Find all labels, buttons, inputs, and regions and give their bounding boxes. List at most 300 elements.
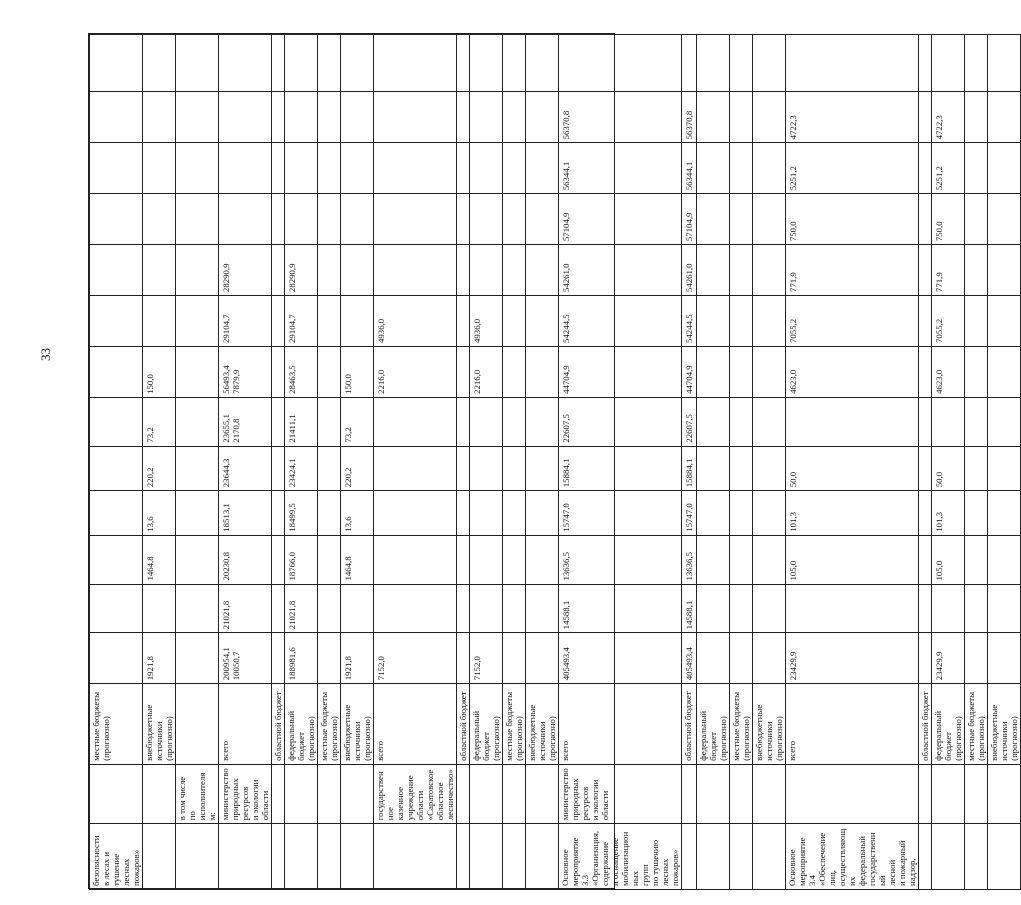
measure-cell — [919, 824, 932, 890]
measure-cell — [470, 824, 503, 890]
executor-cell — [932, 764, 965, 823]
value-cell: 220,2 — [143, 446, 176, 491]
value-cell — [932, 584, 965, 633]
value-cell — [318, 194, 341, 245]
value-cell — [374, 584, 457, 633]
value-cell — [143, 584, 176, 633]
value-cell — [730, 194, 753, 245]
value-cell — [526, 633, 559, 684]
value-cell: 2216,0 — [374, 346, 457, 397]
value-cell — [503, 535, 526, 584]
value-cell: 750,0 — [932, 194, 965, 245]
value-cell: 220,2 — [341, 446, 374, 491]
value-cell — [697, 296, 730, 347]
value-cell — [932, 35, 965, 92]
executor-cell: министерство природных ресурсов и экологии области — [219, 764, 272, 823]
value-cell — [753, 92, 786, 143]
value-cell — [965, 143, 988, 194]
value-cell — [176, 397, 219, 446]
source-cell: всего — [559, 684, 682, 765]
executor-cell — [919, 764, 932, 823]
measure-cell: Основное мероприятие 3.3 «Организация, содержание и оснащение мобилизационных групп по тушению лесных пожаров» — [559, 824, 682, 890]
value-cell — [965, 633, 988, 684]
table-row — [143, 35, 176, 890]
value-cell: 54261,0 — [559, 245, 682, 296]
value-cell — [965, 245, 988, 296]
value-cell: 4722,3 — [786, 92, 919, 143]
value-cell — [457, 491, 470, 536]
value-cell — [457, 92, 470, 143]
value-cell — [90, 35, 143, 92]
value-cell — [526, 143, 559, 194]
value-cell — [526, 535, 559, 584]
value-cell — [470, 446, 503, 491]
value-cell — [341, 143, 374, 194]
value-cell: 1464,8 — [143, 535, 176, 584]
value-cell — [988, 584, 1021, 633]
value-cell — [374, 245, 457, 296]
value-cell — [457, 296, 470, 347]
value-cell — [503, 491, 526, 536]
value-cell: 13636,5 — [682, 535, 697, 584]
value-cell: 1921,8 — [341, 633, 374, 684]
value-cell — [374, 92, 457, 143]
table-row — [919, 35, 932, 890]
value-cell: 54244,5 — [682, 296, 697, 347]
value-cell: 57104,9 — [682, 194, 697, 245]
value-cell: 4623,0 — [786, 346, 919, 397]
value-cell — [341, 296, 374, 347]
value-cell — [457, 633, 470, 684]
value-cell: 7152,0 — [470, 633, 503, 684]
value-cell — [988, 535, 1021, 584]
value-cell: 56344,1 — [682, 143, 697, 194]
value-cell — [374, 491, 457, 536]
value-cell — [730, 245, 753, 296]
value-cell — [318, 491, 341, 536]
value-cell — [457, 143, 470, 194]
value-cell — [470, 397, 503, 446]
value-cell — [503, 92, 526, 143]
value-cell — [374, 35, 457, 92]
value-cell — [503, 194, 526, 245]
value-cell: 28290,9 — [285, 245, 318, 296]
value-cell — [919, 491, 932, 536]
value-cell: 105,0 — [786, 535, 919, 584]
value-cell: 22607,5 — [682, 397, 697, 446]
value-cell — [919, 194, 932, 245]
value-cell: 23429,9 — [932, 633, 965, 684]
value-cell — [526, 92, 559, 143]
executor-cell — [503, 764, 526, 823]
value-cell — [143, 92, 176, 143]
value-cell: 44704,9 — [559, 346, 682, 397]
table-row — [470, 35, 503, 890]
value-cell — [470, 194, 503, 245]
value-cell — [503, 143, 526, 194]
value-cell: 13,6 — [143, 491, 176, 536]
measure-cell — [219, 824, 272, 890]
source-cell: местные бюджеты (прогнозно) — [965, 684, 988, 765]
value-cell — [318, 633, 341, 684]
value-cell — [919, 633, 932, 684]
value-cell — [341, 194, 374, 245]
value-cell: 29104,7 — [219, 296, 272, 347]
measure-cell — [697, 824, 730, 890]
value-cell — [90, 296, 143, 347]
value-cell — [272, 35, 285, 92]
value-cell: 15884,1 — [682, 446, 697, 491]
source-cell: всего — [786, 684, 919, 765]
value-cell — [470, 245, 503, 296]
value-cell — [988, 245, 1021, 296]
value-cell: 771,9 — [932, 245, 965, 296]
value-cell — [753, 296, 786, 347]
value-cell — [526, 346, 559, 397]
source-cell: всего — [374, 684, 457, 765]
value-cell — [753, 584, 786, 633]
source-cell: внебюджетные источники (прогнозно) — [143, 684, 176, 765]
value-cell — [919, 584, 932, 633]
value-cell — [697, 35, 730, 92]
value-cell — [988, 194, 1021, 245]
value-cell: 101,3 — [932, 491, 965, 536]
value-cell — [90, 633, 143, 684]
value-cell — [932, 397, 965, 446]
value-cell — [919, 296, 932, 347]
source-cell: внебюджетные источники (прогнозно) — [988, 684, 1021, 765]
value-cell — [470, 92, 503, 143]
executor-cell — [753, 764, 786, 823]
measure-cell — [526, 824, 559, 890]
value-cell — [272, 194, 285, 245]
value-cell — [697, 584, 730, 633]
source-cell: местные бюджеты (прогнозно) — [503, 684, 526, 765]
value-cell — [682, 35, 697, 92]
value-cell — [730, 397, 753, 446]
value-cell — [318, 245, 341, 296]
table-row — [753, 35, 786, 890]
value-cell: 7055,2 — [786, 296, 919, 347]
value-cell: 18499,5 — [285, 491, 318, 536]
value-cell: 73,2 — [341, 397, 374, 446]
table-row — [526, 35, 559, 890]
value-cell: 7152,0 — [374, 633, 457, 684]
value-cell — [526, 245, 559, 296]
value-cell — [697, 346, 730, 397]
value-cell — [526, 296, 559, 347]
value-cell — [272, 296, 285, 347]
value-cell — [526, 194, 559, 245]
executor-cell — [318, 764, 341, 823]
executor-cell — [988, 764, 1021, 823]
value-cell: 18513,1 — [219, 491, 272, 536]
value-cell — [143, 35, 176, 92]
value-cell — [503, 584, 526, 633]
value-cell: 13636,5 — [559, 535, 682, 584]
value-cell: 15747,0 — [682, 491, 697, 536]
value-cell — [272, 143, 285, 194]
value-cell — [176, 446, 219, 491]
value-cell — [272, 535, 285, 584]
value-cell — [697, 491, 730, 536]
value-cell — [919, 346, 932, 397]
value-cell — [988, 296, 1021, 347]
value-cell — [988, 397, 1021, 446]
source-cell — [176, 684, 219, 765]
source-cell: областной бюджет — [682, 684, 697, 765]
value-cell — [988, 92, 1021, 143]
value-cell — [219, 35, 272, 92]
value-cell — [272, 633, 285, 684]
value-cell — [503, 446, 526, 491]
value-cell — [503, 633, 526, 684]
value-cell — [176, 346, 219, 397]
value-cell — [176, 245, 219, 296]
measure-cell — [965, 824, 988, 890]
value-cell — [730, 535, 753, 584]
value-cell: 23424,1 — [285, 446, 318, 491]
value-cell: 50,0 — [932, 446, 965, 491]
value-cell — [90, 143, 143, 194]
executor-cell — [143, 764, 176, 823]
value-cell — [753, 446, 786, 491]
executor-cell — [965, 764, 988, 823]
value-cell: 188981,6 — [285, 633, 318, 684]
value-cell — [470, 35, 503, 92]
value-cell — [143, 296, 176, 347]
table-body — [90, 35, 1021, 890]
value-cell — [919, 92, 932, 143]
page-number: 33 — [38, 348, 53, 361]
value-cell — [285, 143, 318, 194]
value-cell — [786, 397, 919, 446]
value-cell — [176, 194, 219, 245]
table-row — [285, 35, 318, 890]
value-cell — [341, 92, 374, 143]
value-cell — [219, 92, 272, 143]
value-cell — [965, 35, 988, 92]
value-cell — [730, 296, 753, 347]
measure-cell — [730, 824, 753, 890]
value-cell: 18766,0 — [285, 535, 318, 584]
value-cell — [965, 584, 988, 633]
executor-cell — [526, 764, 559, 823]
value-cell — [965, 491, 988, 536]
source-cell: федеральный бюджет (прогнозно) — [932, 684, 965, 765]
value-cell — [697, 446, 730, 491]
value-cell — [503, 346, 526, 397]
value-cell — [470, 535, 503, 584]
source-cell: внебюджетные источники (прогнозно) — [526, 684, 559, 765]
value-cell — [374, 194, 457, 245]
value-cell — [965, 296, 988, 347]
value-cell — [90, 397, 143, 446]
value-cell — [272, 584, 285, 633]
value-cell — [374, 397, 457, 446]
value-cell — [176, 584, 219, 633]
value-cell — [697, 92, 730, 143]
value-cell — [341, 584, 374, 633]
value-cell — [457, 346, 470, 397]
value-cell: 56370,8 — [559, 92, 682, 143]
executor-cell — [730, 764, 753, 823]
value-cell — [318, 397, 341, 446]
value-cell — [341, 35, 374, 92]
value-cell: 150,0 — [341, 346, 374, 397]
value-cell — [526, 491, 559, 536]
budget-table — [89, 34, 1021, 890]
value-cell: 2216,0 — [470, 346, 503, 397]
value-cell — [919, 245, 932, 296]
executor-cell: государственное казенное учреждение области «Саратовское областное лесничество» — [374, 764, 457, 823]
table-row — [176, 35, 219, 890]
value-cell — [143, 245, 176, 296]
value-cell — [965, 92, 988, 143]
executor-cell — [457, 764, 470, 823]
value-cell: 1921,8 — [143, 633, 176, 684]
value-cell — [176, 633, 219, 684]
value-cell: 5251,2 — [932, 143, 965, 194]
value-cell: 405493,4 — [682, 633, 697, 684]
value-cell — [503, 35, 526, 92]
value-cell: 4936,0 — [470, 296, 503, 347]
value-cell — [503, 296, 526, 347]
value-cell: 13,6 — [341, 491, 374, 536]
value-cell: 22607,5 — [559, 397, 682, 446]
value-cell — [965, 446, 988, 491]
value-cell — [272, 491, 285, 536]
value-cell — [176, 92, 219, 143]
value-cell — [965, 535, 988, 584]
value-cell — [272, 446, 285, 491]
value-cell — [919, 397, 932, 446]
value-cell: 50,0 — [786, 446, 919, 491]
source-cell: всего — [219, 684, 272, 765]
value-cell — [697, 245, 730, 296]
value-cell: 57104,9 — [559, 194, 682, 245]
table-row — [374, 35, 457, 890]
value-cell — [272, 92, 285, 143]
value-cell: 4623,0 — [932, 346, 965, 397]
value-cell — [753, 535, 786, 584]
value-cell — [919, 35, 932, 92]
source-cell: федеральный бюджет (прогнозно) — [697, 684, 730, 765]
source-cell: внебюджетные источники (прогнозно) — [753, 684, 786, 765]
value-cell — [90, 245, 143, 296]
value-cell — [318, 584, 341, 633]
value-cell — [753, 633, 786, 684]
table-row — [988, 35, 1021, 890]
value-cell — [526, 397, 559, 446]
source-cell: местные бюджеты (прогнозно) — [730, 684, 753, 765]
value-cell — [457, 584, 470, 633]
value-cell — [988, 143, 1021, 194]
value-cell — [730, 35, 753, 92]
value-cell — [318, 446, 341, 491]
value-cell — [272, 346, 285, 397]
value-cell — [90, 535, 143, 584]
value-cell — [90, 194, 143, 245]
value-cell — [374, 535, 457, 584]
source-cell: областной бюджет — [457, 684, 470, 765]
value-cell — [753, 143, 786, 194]
table-row — [682, 35, 697, 890]
value-cell: 21021,8 — [285, 584, 318, 633]
value-cell: 23644,3 — [219, 446, 272, 491]
value-cell — [285, 194, 318, 245]
executor-cell — [786, 764, 919, 823]
value-cell — [457, 194, 470, 245]
value-cell — [526, 446, 559, 491]
value-cell — [988, 491, 1021, 536]
value-cell: 54261,0 — [682, 245, 697, 296]
value-cell: 21021,8 — [219, 584, 272, 633]
executor-cell — [90, 764, 143, 823]
measure-cell — [176, 824, 219, 890]
value-cell — [374, 446, 457, 491]
value-cell — [697, 397, 730, 446]
value-cell — [965, 194, 988, 245]
value-cell — [219, 194, 272, 245]
value-cell — [374, 143, 457, 194]
value-cell: 73,2 — [143, 397, 176, 446]
value-cell — [176, 491, 219, 536]
value-cell — [730, 584, 753, 633]
value-cell — [526, 35, 559, 92]
value-cell — [753, 346, 786, 397]
measure-cell — [341, 824, 374, 890]
value-cell — [90, 446, 143, 491]
value-cell — [457, 35, 470, 92]
table-row — [318, 35, 341, 890]
value-cell — [341, 245, 374, 296]
table-row — [341, 35, 374, 890]
value-cell — [730, 446, 753, 491]
value-cell — [285, 35, 318, 92]
value-cell: 101,3 — [786, 491, 919, 536]
value-cell: 23429,9 — [786, 633, 919, 684]
value-cell — [457, 245, 470, 296]
rotated-table-container — [89, 34, 1019, 890]
executor-cell — [272, 764, 285, 823]
value-cell — [753, 397, 786, 446]
measure-cell — [457, 824, 470, 890]
source-cell: федеральный бюджет (прогнозно) — [285, 684, 318, 765]
value-cell — [730, 633, 753, 684]
value-cell — [470, 584, 503, 633]
value-cell: 56370,8 — [682, 92, 697, 143]
value-cell — [988, 633, 1021, 684]
executor-cell — [285, 764, 318, 823]
executor-cell — [682, 764, 697, 823]
value-cell — [697, 194, 730, 245]
value-cell: 56344,1 — [559, 143, 682, 194]
value-cell — [919, 143, 932, 194]
table-row — [932, 35, 965, 890]
value-cell: 14588,1 — [682, 584, 697, 633]
value-cell — [697, 535, 730, 584]
value-cell — [219, 143, 272, 194]
value-cell — [457, 397, 470, 446]
executor-cell: министерство природных ресурсов и экологии области — [559, 764, 682, 823]
value-cell: 771,9 — [786, 245, 919, 296]
value-cell — [318, 92, 341, 143]
executor-cell — [697, 764, 730, 823]
measure-cell — [753, 824, 786, 890]
value-cell — [988, 446, 1021, 491]
value-cell: 200954,1 10050,7 — [219, 633, 272, 684]
